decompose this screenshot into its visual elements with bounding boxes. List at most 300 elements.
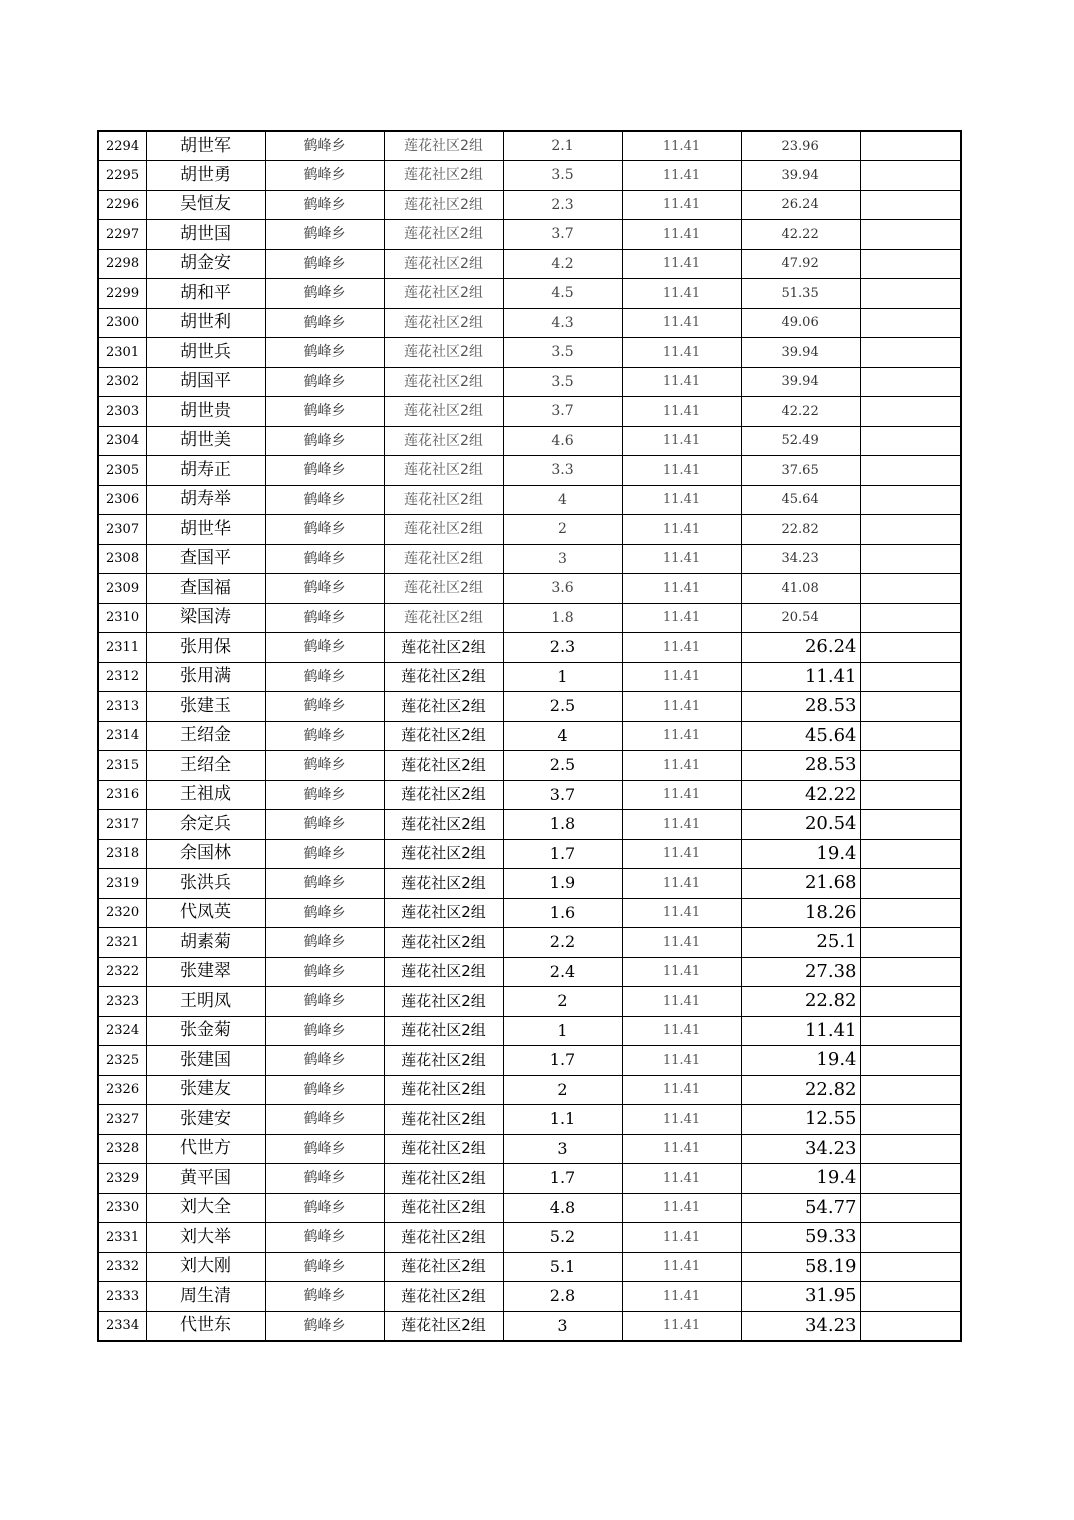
row-id-cell: 2307 — [98, 515, 146, 545]
amount-cell: 45.64 — [741, 721, 860, 751]
town-cell: 鹤峰乡 — [265, 869, 384, 899]
table-row — [98, 780, 961, 810]
note-cell — [860, 485, 961, 515]
table-row — [98, 220, 961, 250]
note-cell — [860, 1075, 961, 1105]
name-cell: 王明凤 — [146, 987, 265, 1017]
price-cell: 11.41 — [622, 928, 741, 958]
town-cell: 鹤峰乡 — [265, 279, 384, 309]
note-cell — [860, 190, 961, 220]
name-cell: 刘大刚 — [146, 1252, 265, 1282]
village-cell: 莲花社区2组 — [384, 662, 503, 692]
table-row — [98, 1311, 961, 1341]
town-cell: 鹤峰乡 — [265, 220, 384, 250]
amount-cell: 22.82 — [741, 987, 860, 1017]
price-cell: 11.41 — [622, 1046, 741, 1076]
town-cell: 鹤峰乡 — [265, 544, 384, 574]
price-cell: 11.41 — [622, 1223, 741, 1253]
row-id-cell: 2331 — [98, 1223, 146, 1253]
table-row — [98, 751, 961, 781]
amount-cell: 28.53 — [741, 751, 860, 781]
note-cell — [860, 1016, 961, 1046]
price-cell: 11.41 — [622, 485, 741, 515]
table-row — [98, 1223, 961, 1253]
name-cell: 梁国涛 — [146, 603, 265, 633]
town-cell: 鹤峰乡 — [265, 957, 384, 987]
name-cell: 张建国 — [146, 1046, 265, 1076]
name-cell: 查国福 — [146, 574, 265, 604]
amount-cell: 39.94 — [741, 367, 860, 397]
table-row — [98, 1016, 961, 1046]
area-cell: 3.6 — [503, 574, 622, 604]
note-cell — [860, 603, 961, 633]
town-cell: 鹤峰乡 — [265, 308, 384, 338]
row-id-cell: 2311 — [98, 633, 146, 663]
price-cell: 11.41 — [622, 367, 741, 397]
table-row — [98, 1046, 961, 1076]
name-cell: 胡世国 — [146, 220, 265, 250]
table-row — [98, 338, 961, 368]
area-cell: 2.5 — [503, 692, 622, 722]
note-cell — [860, 1134, 961, 1164]
name-cell: 余定兵 — [146, 810, 265, 840]
area-cell: 1.8 — [503, 603, 622, 633]
amount-cell: 34.23 — [741, 1134, 860, 1164]
village-cell: 莲花社区2组 — [384, 721, 503, 751]
village-cell: 莲花社区2组 — [384, 1193, 503, 1223]
area-cell: 1.6 — [503, 898, 622, 928]
table-row — [98, 1252, 961, 1282]
table-row — [98, 456, 961, 486]
table-row — [98, 1105, 961, 1135]
note-cell — [860, 1105, 961, 1135]
note-cell — [860, 515, 961, 545]
amount-cell: 45.64 — [741, 485, 860, 515]
name-cell: 胡国平 — [146, 367, 265, 397]
area-cell: 3 — [503, 544, 622, 574]
table-row — [98, 692, 961, 722]
name-cell: 刘大全 — [146, 1193, 265, 1223]
amount-cell: 11.41 — [741, 1016, 860, 1046]
amount-cell: 39.94 — [741, 161, 860, 191]
town-cell: 鹤峰乡 — [265, 898, 384, 928]
note-cell — [860, 957, 961, 987]
table-row — [98, 957, 961, 987]
price-cell: 11.41 — [622, 1105, 741, 1135]
note-cell — [860, 1164, 961, 1194]
town-cell: 鹤峰乡 — [265, 367, 384, 397]
amount-cell: 22.82 — [741, 1075, 860, 1105]
area-cell: 4.8 — [503, 1193, 622, 1223]
area-cell: 2.5 — [503, 751, 622, 781]
area-cell: 2.8 — [503, 1282, 622, 1312]
amount-cell: 37.65 — [741, 456, 860, 486]
row-id-cell: 2296 — [98, 190, 146, 220]
area-cell: 2 — [503, 515, 622, 545]
name-cell: 王绍全 — [146, 751, 265, 781]
name-cell: 余国林 — [146, 839, 265, 869]
amount-cell: 23.96 — [741, 131, 860, 161]
name-cell: 代凤英 — [146, 898, 265, 928]
village-cell: 莲花社区2组 — [384, 279, 503, 309]
note-cell — [860, 131, 961, 161]
price-cell: 11.41 — [622, 692, 741, 722]
area-cell: 4 — [503, 485, 622, 515]
area-cell: 2.3 — [503, 190, 622, 220]
price-cell: 11.41 — [622, 397, 741, 427]
price-cell: 11.41 — [622, 721, 741, 751]
amount-cell: 42.22 — [741, 780, 860, 810]
note-cell — [860, 397, 961, 427]
note-cell — [860, 633, 961, 663]
amount-cell: 54.77 — [741, 1193, 860, 1223]
row-id-cell: 2313 — [98, 692, 146, 722]
name-cell: 张用保 — [146, 633, 265, 663]
row-id-cell: 2326 — [98, 1075, 146, 1105]
area-cell: 3.5 — [503, 338, 622, 368]
name-cell: 张用满 — [146, 662, 265, 692]
note-cell — [860, 279, 961, 309]
village-cell: 莲花社区2组 — [384, 338, 503, 368]
table-row — [98, 898, 961, 928]
town-cell: 鹤峰乡 — [265, 1105, 384, 1135]
area-cell: 1.7 — [503, 1046, 622, 1076]
row-id-cell: 2312 — [98, 662, 146, 692]
area-cell: 1.7 — [503, 1164, 622, 1194]
row-id-cell: 2295 — [98, 161, 146, 191]
row-id-cell: 2294 — [98, 131, 146, 161]
row-id-cell: 2297 — [98, 220, 146, 250]
village-cell: 莲花社区2组 — [384, 161, 503, 191]
table-row — [98, 1075, 961, 1105]
amount-cell: 39.94 — [741, 338, 860, 368]
amount-cell: 27.38 — [741, 957, 860, 987]
note-cell — [860, 662, 961, 692]
village-cell: 莲花社区2组 — [384, 1046, 503, 1076]
name-cell: 代世东 — [146, 1311, 265, 1341]
row-id-cell: 2324 — [98, 1016, 146, 1046]
village-cell: 莲花社区2组 — [384, 751, 503, 781]
area-cell: 1.9 — [503, 869, 622, 899]
row-id-cell: 2330 — [98, 1193, 146, 1223]
row-id-cell: 2327 — [98, 1105, 146, 1135]
note-cell — [860, 987, 961, 1017]
table-row — [98, 869, 961, 899]
town-cell: 鹤峰乡 — [265, 810, 384, 840]
row-id-cell: 2308 — [98, 544, 146, 574]
area-cell: 2.2 — [503, 928, 622, 958]
village-cell: 莲花社区2组 — [384, 633, 503, 663]
table-row — [98, 1134, 961, 1164]
name-cell: 胡世利 — [146, 308, 265, 338]
area-cell: 1.7 — [503, 839, 622, 869]
village-cell: 莲花社区2组 — [384, 131, 503, 161]
name-cell: 张洪兵 — [146, 869, 265, 899]
name-cell: 胡世美 — [146, 426, 265, 456]
note-cell — [860, 780, 961, 810]
note-cell — [860, 1311, 961, 1341]
amount-cell: 58.19 — [741, 1252, 860, 1282]
table-row — [98, 574, 961, 604]
price-cell: 11.41 — [622, 633, 741, 663]
town-cell: 鹤峰乡 — [265, 1164, 384, 1194]
village-cell: 莲花社区2组 — [384, 603, 503, 633]
note-cell — [860, 839, 961, 869]
area-cell: 2 — [503, 1075, 622, 1105]
village-cell: 莲花社区2组 — [384, 426, 503, 456]
name-cell: 胡金安 — [146, 249, 265, 279]
area-cell: 4.3 — [503, 308, 622, 338]
area-cell: 2.1 — [503, 131, 622, 161]
note-cell — [860, 751, 961, 781]
village-cell: 莲花社区2组 — [384, 1164, 503, 1194]
row-id-cell: 2333 — [98, 1282, 146, 1312]
name-cell: 代世方 — [146, 1134, 265, 1164]
town-cell: 鹤峰乡 — [265, 131, 384, 161]
price-cell: 11.41 — [622, 1311, 741, 1341]
amount-cell: 11.41 — [741, 662, 860, 692]
price-cell: 11.41 — [622, 249, 741, 279]
table-row — [98, 544, 961, 574]
note-cell — [860, 338, 961, 368]
row-id-cell: 2301 — [98, 338, 146, 368]
table-row — [98, 426, 961, 456]
area-cell: 2 — [503, 987, 622, 1017]
town-cell: 鹤峰乡 — [265, 692, 384, 722]
town-cell: 鹤峰乡 — [265, 1252, 384, 1282]
amount-cell: 19.4 — [741, 1164, 860, 1194]
village-cell: 莲花社区2组 — [384, 190, 503, 220]
row-id-cell: 2304 — [98, 426, 146, 456]
village-cell: 莲花社区2组 — [384, 515, 503, 545]
town-cell: 鹤峰乡 — [265, 1223, 384, 1253]
note-cell — [860, 692, 961, 722]
town-cell: 鹤峰乡 — [265, 426, 384, 456]
name-cell: 胡世贵 — [146, 397, 265, 427]
note-cell — [860, 456, 961, 486]
row-id-cell: 2310 — [98, 603, 146, 633]
price-cell: 11.41 — [622, 1193, 741, 1223]
note-cell — [860, 574, 961, 604]
name-cell: 胡素菊 — [146, 928, 265, 958]
table-row — [98, 987, 961, 1017]
village-cell: 莲花社区2组 — [384, 485, 503, 515]
table-row — [98, 810, 961, 840]
table-row — [98, 308, 961, 338]
price-cell: 11.41 — [622, 426, 741, 456]
note-cell — [860, 367, 961, 397]
area-cell: 3.3 — [503, 456, 622, 486]
area-cell: 4.6 — [503, 426, 622, 456]
village-cell: 莲花社区2组 — [384, 692, 503, 722]
amount-cell: 19.4 — [741, 1046, 860, 1076]
area-cell: 4.5 — [503, 279, 622, 309]
name-cell: 张建安 — [146, 1105, 265, 1135]
note-cell — [860, 220, 961, 250]
town-cell: 鹤峰乡 — [265, 397, 384, 427]
table-row — [98, 279, 961, 309]
table-row — [98, 515, 961, 545]
note-cell — [860, 1193, 961, 1223]
amount-cell: 19.4 — [741, 839, 860, 869]
amount-cell: 28.53 — [741, 692, 860, 722]
village-cell: 莲花社区2组 — [384, 456, 503, 486]
village-cell: 莲花社区2组 — [384, 574, 503, 604]
note-cell — [860, 928, 961, 958]
name-cell: 胡和平 — [146, 279, 265, 309]
village-cell: 莲花社区2组 — [384, 1134, 503, 1164]
name-cell: 王祖成 — [146, 780, 265, 810]
town-cell: 鹤峰乡 — [265, 662, 384, 692]
name-cell: 吴恒友 — [146, 190, 265, 220]
row-id-cell: 2303 — [98, 397, 146, 427]
row-id-cell: 2334 — [98, 1311, 146, 1341]
village-cell: 莲花社区2组 — [384, 1252, 503, 1282]
area-cell: 5.1 — [503, 1252, 622, 1282]
row-id-cell: 2321 — [98, 928, 146, 958]
row-id-cell: 2319 — [98, 869, 146, 899]
town-cell: 鹤峰乡 — [265, 161, 384, 191]
area-cell: 2.3 — [503, 633, 622, 663]
amount-cell: 26.24 — [741, 633, 860, 663]
town-cell: 鹤峰乡 — [265, 751, 384, 781]
price-cell: 11.41 — [622, 574, 741, 604]
price-cell: 11.41 — [622, 957, 741, 987]
amount-cell: 52.49 — [741, 426, 860, 456]
note-cell — [860, 1282, 961, 1312]
name-cell: 胡寿正 — [146, 456, 265, 486]
row-id-cell: 2306 — [98, 485, 146, 515]
town-cell: 鹤峰乡 — [265, 515, 384, 545]
amount-cell: 20.54 — [741, 810, 860, 840]
town-cell: 鹤峰乡 — [265, 1134, 384, 1164]
village-cell: 莲花社区2组 — [384, 1075, 503, 1105]
table-row — [98, 633, 961, 663]
town-cell: 鹤峰乡 — [265, 1311, 384, 1341]
price-cell: 11.41 — [622, 544, 741, 574]
amount-cell: 41.08 — [741, 574, 860, 604]
village-cell: 莲花社区2组 — [384, 839, 503, 869]
name-cell: 刘大举 — [146, 1223, 265, 1253]
name-cell: 周生清 — [146, 1282, 265, 1312]
row-id-cell: 2317 — [98, 810, 146, 840]
price-cell: 11.41 — [622, 131, 741, 161]
village-cell: 莲花社区2组 — [384, 249, 503, 279]
area-cell: 2.4 — [503, 957, 622, 987]
village-cell: 莲花社区2组 — [384, 367, 503, 397]
price-cell: 11.41 — [622, 220, 741, 250]
note-cell — [860, 308, 961, 338]
table-row — [98, 485, 961, 515]
name-cell: 胡世华 — [146, 515, 265, 545]
town-cell: 鹤峰乡 — [265, 1075, 384, 1105]
area-cell: 4 — [503, 721, 622, 751]
row-id-cell: 2320 — [98, 898, 146, 928]
row-id-cell: 2323 — [98, 987, 146, 1017]
amount-cell: 59.33 — [741, 1223, 860, 1253]
area-cell: 1.1 — [503, 1105, 622, 1135]
village-cell: 莲花社区2组 — [384, 810, 503, 840]
town-cell: 鹤峰乡 — [265, 721, 384, 751]
area-cell: 3 — [503, 1311, 622, 1341]
row-id-cell: 2328 — [98, 1134, 146, 1164]
note-cell — [860, 1046, 961, 1076]
price-cell: 11.41 — [622, 456, 741, 486]
amount-cell: 47.92 — [741, 249, 860, 279]
note-cell — [860, 721, 961, 751]
town-cell: 鹤峰乡 — [265, 603, 384, 633]
price-cell: 11.41 — [622, 190, 741, 220]
town-cell: 鹤峰乡 — [265, 1282, 384, 1312]
name-cell: 胡世军 — [146, 131, 265, 161]
name-cell: 张建玉 — [146, 692, 265, 722]
town-cell: 鹤峰乡 — [265, 1016, 384, 1046]
price-cell: 11.41 — [622, 869, 741, 899]
price-cell: 11.41 — [622, 662, 741, 692]
town-cell: 鹤峰乡 — [265, 485, 384, 515]
name-cell: 胡寿举 — [146, 485, 265, 515]
area-cell: 3.7 — [503, 780, 622, 810]
town-cell: 鹤峰乡 — [265, 190, 384, 220]
table-row — [98, 249, 961, 279]
price-cell: 11.41 — [622, 1075, 741, 1105]
amount-cell: 25.1 — [741, 928, 860, 958]
area-cell: 3.7 — [503, 220, 622, 250]
price-cell: 11.41 — [622, 515, 741, 545]
price-cell: 11.41 — [622, 603, 741, 633]
row-id-cell: 2314 — [98, 721, 146, 751]
amount-cell: 26.24 — [741, 190, 860, 220]
table-row — [98, 839, 961, 869]
table-row — [98, 1282, 961, 1312]
price-cell: 11.41 — [622, 751, 741, 781]
price-cell: 11.41 — [622, 308, 741, 338]
amount-cell: 49.06 — [741, 308, 860, 338]
table-row — [98, 161, 961, 191]
area-cell: 3.5 — [503, 367, 622, 397]
row-id-cell: 2325 — [98, 1046, 146, 1076]
area-cell: 1 — [503, 662, 622, 692]
row-id-cell: 2316 — [98, 780, 146, 810]
village-cell: 莲花社区2组 — [384, 780, 503, 810]
price-cell: 11.41 — [622, 810, 741, 840]
note-cell — [860, 544, 961, 574]
village-cell: 莲花社区2组 — [384, 308, 503, 338]
town-cell: 鹤峰乡 — [265, 1046, 384, 1076]
area-cell: 3 — [503, 1134, 622, 1164]
name-cell: 张建翠 — [146, 957, 265, 987]
note-cell — [860, 249, 961, 279]
table-row — [98, 1193, 961, 1223]
row-id-cell: 2298 — [98, 249, 146, 279]
name-cell: 张金菊 — [146, 1016, 265, 1046]
amount-cell: 18.26 — [741, 898, 860, 928]
village-cell: 莲花社区2组 — [384, 898, 503, 928]
town-cell: 鹤峰乡 — [265, 1193, 384, 1223]
price-cell: 11.41 — [622, 279, 741, 309]
town-cell: 鹤峰乡 — [265, 839, 384, 869]
village-cell: 莲花社区2组 — [384, 1223, 503, 1253]
town-cell: 鹤峰乡 — [265, 456, 384, 486]
village-cell: 莲花社区2组 — [384, 220, 503, 250]
table-row — [98, 367, 961, 397]
amount-cell: 34.23 — [741, 1311, 860, 1341]
row-id-cell: 2300 — [98, 308, 146, 338]
village-cell: 莲花社区2组 — [384, 869, 503, 899]
name-cell: 胡世勇 — [146, 161, 265, 191]
town-cell: 鹤峰乡 — [265, 574, 384, 604]
note-cell — [860, 898, 961, 928]
